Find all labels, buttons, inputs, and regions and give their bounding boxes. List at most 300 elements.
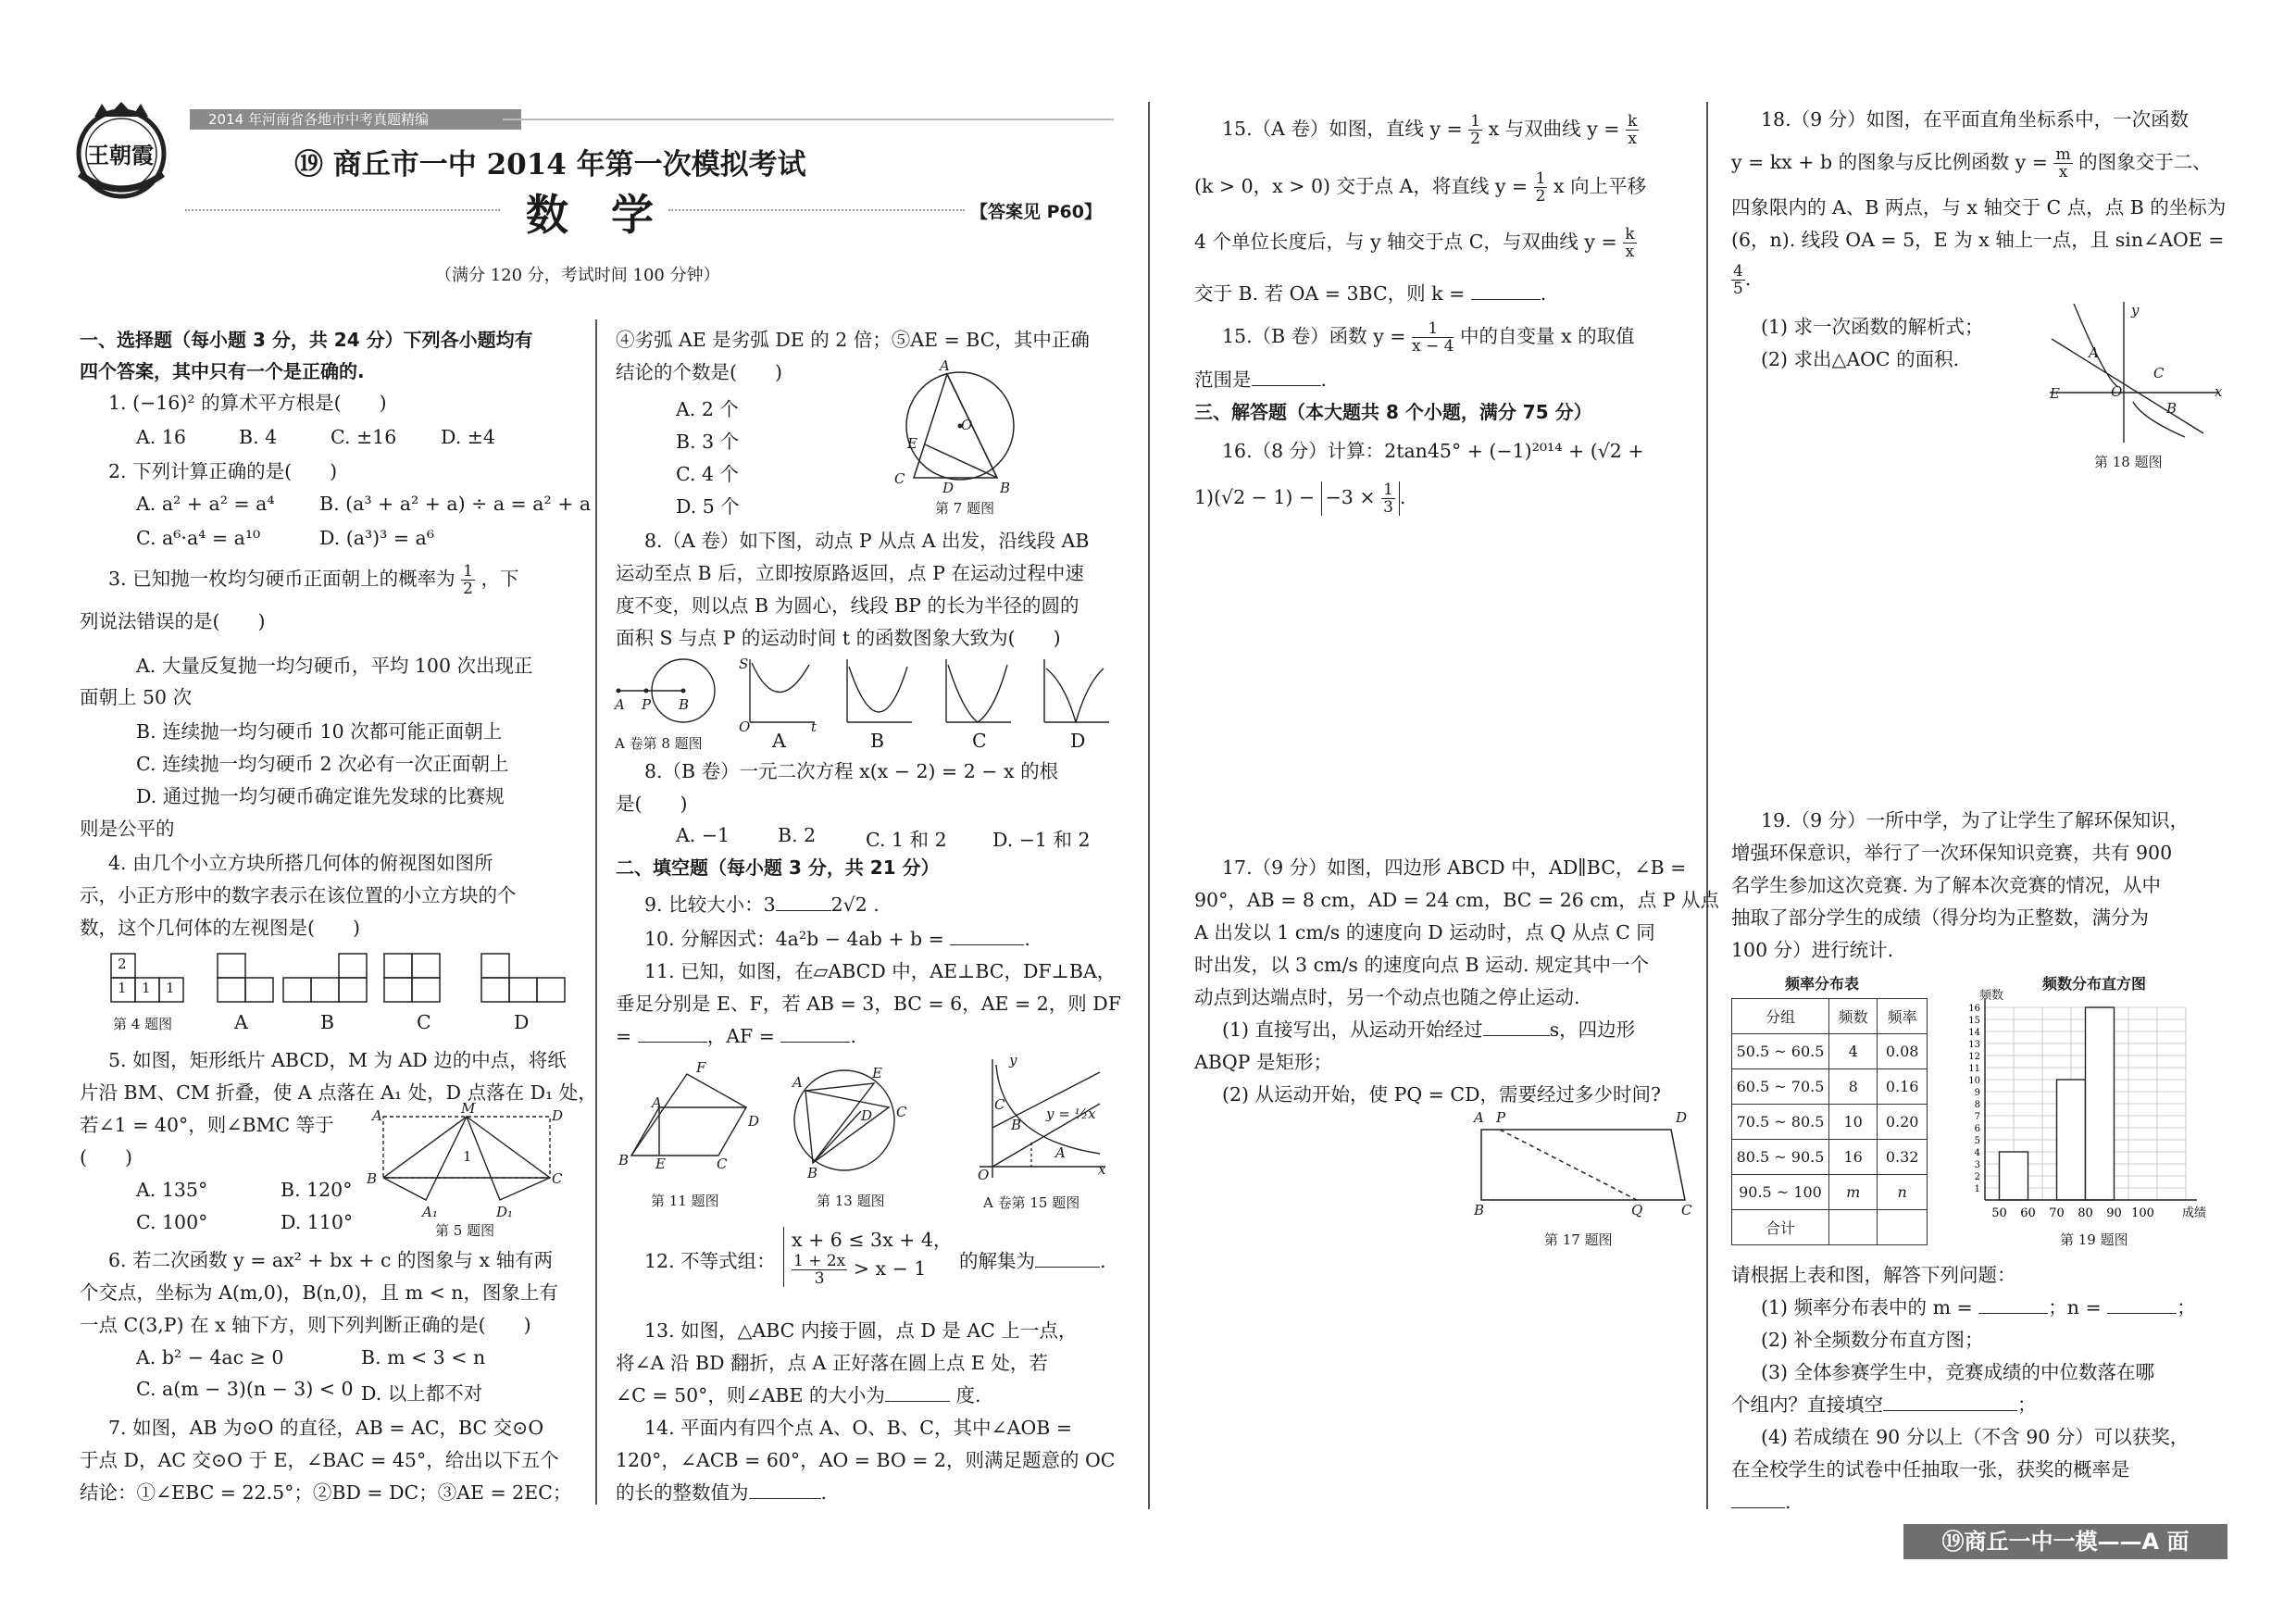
q5-line-2: 片沿 BM、CM 折叠，使 A 点落在 A₁ 处，D 点落在 D₁ 处，	[80, 1081, 597, 1104]
q5-option-b: B. 120°	[281, 1179, 353, 1201]
histogram-title: 频数分布直方图	[2042, 975, 2147, 993]
q17-part-1-cont: ABQP 是矩形；	[1194, 1051, 1332, 1073]
q11-figure	[618, 1067, 767, 1168]
q11-blank-df[interactable]	[638, 1042, 707, 1043]
q15-equation: y = ½x	[1046, 1106, 1096, 1122]
q8a-line-4: 面积 S 与点 P 的运动时间 t 的函数图象大致为( )	[616, 627, 1061, 649]
x-axis-label: 成绩	[2182, 1206, 2207, 1220]
q7-line-3: 结论：①∠EBC = 22.5°；②BD = DC；③AE = 2EC；	[80, 1481, 572, 1504]
q15b-text-b: 中的自变量 x 的取值	[1460, 325, 1635, 347]
q9-text: 9. 比较大小：3	[644, 893, 776, 916]
q19-part-1: (1) 频率分布表中的 m = ；n = ；	[1761, 1296, 2196, 1318]
q12-frac-num: 1 + 2x	[793, 1252, 846, 1270]
q15-label-x: x	[1098, 1161, 1106, 1178]
q19-part-4: (4) 若成绩在 90 分以上（不含 90 分）可以获奖，	[1761, 1426, 2190, 1448]
q5-caption: 第 5 题图	[435, 1222, 495, 1239]
histogram	[1940, 996, 2246, 1228]
x-tick-label: 50	[1991, 1206, 2007, 1220]
q12-row-2	[792, 1253, 952, 1287]
question-6: 6. 若二次函数 y = ax² + bx + c 的图象与 x 轴有两	[108, 1249, 554, 1271]
q15b-frac-num: 1	[1412, 320, 1454, 338]
q2-option-a: A. a² + a² = a⁴	[136, 493, 275, 515]
q19-blank-median[interactable]	[1883, 1410, 2017, 1411]
q18-line-2	[1731, 146, 2212, 181]
q19-blank-n[interactable]	[2107, 1313, 2177, 1314]
q10-blank[interactable]	[950, 944, 1024, 945]
q16-abs	[1321, 481, 1400, 516]
q17-label-d: D	[1676, 1109, 1688, 1126]
q2-option-c: C. a⁶·a⁴ = a¹⁰	[136, 527, 261, 549]
q1-option-a: A. 16	[136, 426, 186, 448]
q7-label-o: O	[961, 417, 973, 433]
q8-graph-c: C	[972, 730, 987, 752]
q15a-k2-num: k	[1625, 225, 1635, 244]
q14-blank[interactable]	[749, 1498, 821, 1499]
q11-text-d: ，AF =	[706, 1025, 775, 1047]
q8-label-b: B	[679, 696, 690, 713]
q15a-frac2-den: 2	[1535, 187, 1546, 206]
q17-part-1-text: (1) 直接写出，从运动开始经过	[1222, 1018, 1483, 1041]
q17-part-1-text-b: s，四边形	[1549, 1018, 1636, 1041]
q4-label-c: C	[417, 1011, 431, 1033]
q15a-fraction-half-2	[1534, 170, 1548, 205]
q15b-text-c: 范围是	[1194, 369, 1252, 391]
q18-fraction-mx	[2053, 146, 2072, 181]
question-14: 14. 平面内有四个点 A、O、B、C，其中∠AOB =	[644, 1417, 1073, 1439]
q1-option-b: B. 4	[239, 426, 278, 448]
header-rule	[503, 119, 1114, 120]
question-4: 4. 由几个小立方块所搭几何体的俯视图如图所	[108, 852, 493, 874]
q1-option-d: D. ±4	[441, 426, 495, 448]
q7-option-b: B. 3 个	[676, 431, 740, 453]
question-5: 5. 如图，矩形纸片 ABCD，M 为 AD 边的中点，将纸	[108, 1049, 567, 1071]
q18-label-o: O	[2111, 383, 2123, 400]
q18-part-1: (1) 求一次函数的解析式；	[1761, 316, 1984, 338]
q3-frac-num: 1	[463, 562, 473, 581]
q15a-line-4: 交于 B. 若 OA = 3BC，则 k = .	[1194, 282, 1547, 305]
q18-text-b: y = kx + b 的图象与反比例函数 y =	[1731, 151, 2048, 173]
histogram-bar	[2086, 1007, 2115, 1200]
q4-grid-cell-3: 1	[142, 980, 151, 996]
q3-option-a: A. 大量反复抛一均匀硬币，平均 100 次出现正	[136, 655, 533, 677]
q18-label-x: x	[2215, 383, 2223, 400]
q13-label-e: E	[872, 1065, 882, 1081]
q16-abs-text: −3 ×	[1325, 486, 1376, 508]
q16-fraction	[1381, 481, 1395, 516]
q17-caption: 第 17 题图	[1544, 1231, 1613, 1248]
y-tick-label: 5	[1974, 1136, 1980, 1146]
section-1-title-b: 四个答案，其中只有一个是正确的.	[80, 360, 365, 382]
q19-part-2: (2) 补全频数分布直方图；	[1761, 1329, 1984, 1351]
q7-label-d: D	[942, 480, 955, 496]
q3-option-d: D. 通过抛一均匀硬币确定谁先发球的比赛规	[136, 785, 505, 807]
question-3	[108, 563, 518, 597]
question-16: 16.（8 分）计算：2tan45° + (−1)²⁰¹⁴ + (√2 +	[1222, 440, 1644, 462]
q19-part-4-cont: 在全校学生的试卷中任抽取一张，获奖的概率是	[1731, 1458, 2130, 1481]
q7-line-2: 于点 D，AC 交⊙O 于 E，∠BAC = 45°，给出以下五个	[80, 1449, 559, 1471]
q13-line-2: 将∠A 沿 BD 翻折，点 A 正好落在圆上点 E 处，若	[616, 1352, 1048, 1374]
histogram-bar	[2057, 1080, 2086, 1200]
q8-axis-o: O	[739, 719, 751, 735]
q19-part-3-cont: 个组内？直接填空 ；	[1731, 1393, 2037, 1416]
q5-label-b: B	[367, 1170, 378, 1187]
q4-grid-cell-4: 1	[166, 980, 175, 996]
question-13: 13. 如图，△ABC 内接于圆，点 D 是 AC 上一点，	[644, 1319, 1078, 1342]
table-cell: 80.5 ~ 90.5	[1732, 1140, 1829, 1175]
q5-label-a1: A₁	[422, 1204, 438, 1220]
q16-frac-num: 1	[1383, 481, 1393, 499]
x-tick-label: 90	[2106, 1206, 2122, 1220]
question-19: 19.（9 分）一所中学，为了让学生了解环保知识，	[1761, 809, 2190, 831]
subject-right-rule	[668, 209, 965, 212]
q6-line-2: 个交点，坐标为 A(m,0)，B(n,0)，且 m < n，图象上有	[80, 1281, 559, 1304]
q13-label-b: B	[807, 1165, 818, 1181]
q15a-line-3	[1194, 226, 1637, 260]
q5-option-c: C. 100°	[136, 1211, 208, 1233]
table-cell: 0.32	[1878, 1140, 1928, 1175]
q15a-text-d: x 向上平移	[1554, 175, 1647, 197]
q19-part-1-text: (1) 频率分布表中的 m =	[1761, 1296, 1973, 1318]
q13-label-c: C	[896, 1104, 907, 1120]
table-row	[1732, 1140, 1928, 1175]
q19-blank-prob[interactable]	[1731, 1507, 1785, 1508]
q5-option-a: A. 135°	[136, 1179, 208, 1201]
table-cell: 90.5 ~ 100	[1732, 1175, 1829, 1210]
q19-line-5: 100 分）进行统计.	[1731, 939, 1894, 961]
q15a-text-f: 交于 B. 若 OA = 3BC，则 k =	[1194, 282, 1466, 305]
table-cell: 0.16	[1878, 1069, 1928, 1105]
q15a-text-e: 4 个单位长度后，与 y 轴交于点 C，与双曲线 y =	[1194, 231, 1617, 253]
question-18: 18.（9 分）如图，在平面直角坐标系中，一次函数	[1761, 108, 2190, 131]
x-tick-label: 70	[2049, 1206, 2065, 1220]
table-cell	[1828, 1210, 1877, 1245]
y-tick-label: 14	[1968, 1028, 1980, 1038]
q13-line-3	[616, 1380, 981, 1412]
q18-line-5	[1731, 263, 1751, 297]
histogram-bar	[2000, 1152, 2028, 1200]
question-8a: 8.（A 卷）如下图，动点 P 从点 A 出发，沿线段 AB	[644, 530, 1090, 552]
q8b-line-2: 是( )	[616, 793, 688, 815]
q4-label-d: D	[514, 1011, 530, 1033]
q4-caption: 第 4 题图	[113, 1016, 173, 1032]
q18-label-c: C	[2153, 365, 2165, 381]
q6-option-d: D. 以上都不对	[361, 1382, 483, 1405]
q2-option-b: B. (a³ + a² + a) ÷ a = a² + a	[319, 493, 592, 515]
q15a-fraction-half	[1468, 113, 1482, 147]
table-header-row	[1732, 999, 1928, 1034]
table-cell: n	[1878, 1175, 1928, 1210]
y-tick-label: 9	[1974, 1088, 1980, 1098]
q15-label-y: y	[1009, 1052, 1017, 1068]
q3-text-b: ，下	[480, 568, 519, 590]
q15b-line-2: 范围是 .	[1194, 369, 1328, 391]
q15a-k2-den: x	[1625, 243, 1635, 261]
q8b-option-a: A. −1	[676, 824, 730, 846]
table-cell: m	[1828, 1175, 1877, 1210]
q15a-k-num: k	[1628, 112, 1638, 131]
q17-figure	[1472, 1120, 1694, 1213]
q7-label-b: B	[1000, 480, 1011, 496]
q8b-option-d: D. −1 和 2	[992, 829, 1091, 851]
logo-text: 王朝霞	[87, 142, 154, 169]
q7-option-a: A. 2 个	[676, 398, 739, 420]
q4-label-a: A	[234, 1011, 248, 1033]
q5-label-d1: D₁	[496, 1204, 514, 1220]
x-tick-label: 80	[2078, 1206, 2093, 1220]
q19-part-1-text-b: ；n =	[2048, 1296, 2102, 1318]
q3-option-b: B. 连续抛一均匀硬币 10 次都可能正面朝上	[136, 720, 503, 743]
q17-label-b: B	[1474, 1202, 1485, 1218]
q11-label-b: B	[618, 1152, 630, 1168]
question-15a	[1222, 113, 1639, 147]
q17-blank[interactable]	[1483, 1035, 1550, 1036]
q13-label-d: D	[861, 1107, 873, 1124]
q6-option-c: C. a(m − 3)(n − 3) < 0	[136, 1378, 354, 1400]
exam-number: ⑲	[294, 148, 323, 181]
q18-part-2: (2) 求出△AOC 的面积.	[1761, 348, 1960, 370]
question-2: 2. 下列计算正确的是( )	[108, 460, 338, 482]
q3-frac-den: 2	[463, 580, 473, 598]
q8a-line-3: 度不变，则以点 B 为圆心，线段 BP 的长为半径的圆的	[616, 594, 1079, 617]
logo	[67, 100, 176, 200]
q7-label-e: E	[907, 435, 917, 452]
q11-label-c: C	[717, 1156, 728, 1172]
q12-system	[783, 1227, 952, 1287]
question-7: 7. 如图，AB 为⊙O 的直径，AB = AC，BC 交⊙O	[108, 1417, 544, 1439]
q17-line-5: 动点到达端点时，另一个动点也随之停止运动.	[1194, 986, 1580, 1008]
q18-fraction-45	[1731, 263, 1745, 297]
frequency-table	[1731, 998, 1928, 1245]
q5-line-4: ( )	[80, 1146, 132, 1168]
q15b-frac-den: x − 4	[1412, 337, 1454, 356]
q12-row-2-text: > x − 1	[853, 1257, 927, 1280]
q18-label-e: E	[2050, 385, 2060, 402]
q12-blank[interactable]	[1035, 1267, 1100, 1268]
q11-line-3: = ，AF = .	[616, 1025, 857, 1047]
q11-label-a: A	[652, 1094, 662, 1111]
q3-text-a: 3. 已知抛一枚均匀硬币正面朝上的概率为	[108, 568, 455, 590]
q8-graph-a: A	[772, 730, 786, 752]
q11-blank-af[interactable]	[780, 1042, 850, 1043]
y-tick-label: 10	[1968, 1076, 1980, 1086]
q15-caption: A 卷第 15 题图	[983, 1194, 1080, 1211]
q19-blank-m[interactable]	[1978, 1313, 2048, 1314]
column-divider-3	[1706, 102, 1708, 1509]
table-row	[1732, 1175, 1928, 1210]
q18-label-a: A	[2089, 344, 2099, 361]
q3-option-c: C. 连续抛一均匀硬币 2 次必有一次正面朝上	[136, 753, 509, 775]
table-cell: 0.08	[1878, 1034, 1928, 1069]
q15-label-c: C	[994, 1096, 1005, 1113]
q15-label-o: O	[978, 1167, 990, 1183]
table-cell: 70.5 ~ 80.5	[1732, 1105, 1829, 1140]
y-tick-label: 1	[1974, 1184, 1980, 1194]
q19-line-2: 增强环保意识，举行了一次环保知识竞赛，共有 900	[1731, 842, 2173, 864]
q15a-blank[interactable]	[1471, 299, 1541, 300]
histogram-caption: 第 19 题图	[2060, 1231, 2128, 1248]
q13-caption: 第 13 题图	[817, 1193, 885, 1209]
q19-part-3: (3) 全体参赛学生中，竞赛成绩的中位数落在哪	[1761, 1361, 2155, 1383]
table-title: 频率分布表	[1785, 975, 1860, 993]
q14-line-2: 120°，∠ACB = 60°，AO = BO = 2，则满足题意的 OC	[616, 1449, 1116, 1471]
q5-label-a: A	[372, 1107, 382, 1124]
q15a-k-den: x	[1628, 130, 1637, 148]
q17-label-a: A	[1474, 1109, 1484, 1126]
q8b-option-c: C. 1 和 2	[866, 829, 947, 851]
footer-badge	[1903, 1524, 2227, 1559]
q19-line-3: 名学生参加这次竞赛. 为了解本次竞赛的情况，从中	[1731, 874, 2162, 896]
q7-label-a: A	[940, 357, 950, 374]
table-cell: 10	[1828, 1105, 1877, 1140]
q13-blank[interactable]	[885, 1401, 950, 1402]
subject-title: 数 学	[526, 190, 654, 240]
column-divider-2	[1148, 102, 1150, 1509]
section-2-title: 二、填空题（每小题 3 分，共 21 分）	[616, 856, 940, 879]
q18-frac-num: m	[2055, 145, 2071, 164]
q5-label-angle-1: 1	[463, 1148, 472, 1165]
q8-axis-s: S	[739, 656, 749, 672]
table-cell: 4	[1828, 1034, 1877, 1069]
q15a-fraction-k	[1626, 113, 1639, 147]
q15a-frac2-num: 1	[1535, 169, 1546, 188]
q4-grid-cell-1: 2	[118, 956, 127, 972]
q1-option-c: C. ±16	[331, 426, 397, 448]
q13-text-c: ∠C = 50°，则∠ABE 的大小为	[616, 1384, 885, 1406]
q17-label-p: P	[1496, 1109, 1506, 1126]
q15a-text-b: x 与双曲线 y =	[1488, 118, 1620, 140]
q8-axis-t: t	[811, 719, 817, 735]
q15a-frac-num: 1	[1470, 112, 1481, 131]
q17-line-3: A 出发以 1 cm/s 的速度向 D 运动时，点 Q 从点 C 同	[1194, 921, 1655, 943]
q18-label-b: B	[2166, 400, 2177, 417]
y-tick-label: 4	[1974, 1148, 1980, 1158]
section-3-title: 三、解答题（本大题共 8 个小题，满分 75 分）	[1194, 401, 1592, 423]
q6-option-b: B. m < 3 < n	[361, 1346, 486, 1368]
q12-tail: 的解集为 .	[959, 1250, 1106, 1272]
q9-blank[interactable]	[776, 910, 831, 911]
table-cell: 50.5 ~ 60.5	[1732, 1034, 1829, 1069]
histogram-ylabel: 频数	[1979, 989, 2004, 1003]
header-banner	[190, 109, 521, 130]
q8-figure	[611, 656, 1129, 730]
y-tick-label: 8	[1974, 1100, 1980, 1110]
y-tick-label: 3	[1974, 1160, 1980, 1170]
q3-option-a-cont: 面朝上 50 次	[80, 686, 193, 708]
q3-line-2: 列说法错误的是( )	[80, 610, 266, 632]
table-row	[1732, 1105, 1928, 1140]
q19-part-4-blank-line: .	[1731, 1486, 1791, 1518]
q8b-option-b: B. 2	[778, 824, 817, 846]
q19-part-3-text: 个组内？直接填空	[1731, 1393, 1883, 1416]
q8-label-a: A	[615, 696, 625, 713]
table-cell: 60.5 ~ 70.5	[1732, 1069, 1829, 1105]
q15b-blank[interactable]	[1252, 385, 1321, 386]
q8a-line-2: 运动至点 B 后，立即按原路返回，点 P 在运动过程中速	[616, 562, 1084, 584]
q18-text-b2: 的图象交于二、	[2078, 151, 2212, 173]
q15b-fraction	[1412, 320, 1454, 355]
q13-label-a: A	[792, 1074, 803, 1091]
table-cell: 8	[1828, 1069, 1877, 1105]
table-row	[1732, 1034, 1928, 1069]
q14-text-c: 的长的整数值为	[616, 1481, 749, 1504]
q16-frac-den: 3	[1383, 498, 1393, 517]
q19-line-4: 抽取了部分学生的成绩（得分均为正整数，满分为	[1731, 906, 2149, 929]
q17-label-c: C	[1681, 1202, 1692, 1218]
q18-frac45-num: 4	[1733, 262, 1743, 281]
y-tick-label: 13	[1968, 1040, 1980, 1050]
question-10: 10. 分解因式：4a²b − 4ab + b = .	[644, 928, 1030, 950]
q3-fraction	[461, 563, 475, 597]
y-tick-label: 16	[1968, 1004, 1980, 1014]
q7-label-c: C	[894, 470, 905, 487]
q18-caption: 第 18 题图	[2094, 454, 2163, 470]
q17-line-2: 90°，AB = 8 cm，AD = 24 cm，BC = 26 cm，点 P 从点	[1194, 889, 1720, 911]
table-row	[1732, 1069, 1928, 1105]
q18-line-3: 四象限内的 A、B 两点，与 x 轴交于 C 点，点 B 的坐标为	[1731, 196, 2227, 219]
exam-title-row	[294, 141, 806, 182]
q5-line-3: 若∠1 = 40°，则∠BMC 等于	[80, 1114, 334, 1136]
table-row	[1732, 1210, 1928, 1245]
q4-line-2: 示，小正方形中的数字表示在该位置的小立方块的个	[80, 884, 517, 906]
q10-text: 10. 分解因式：4a²b − 4ab + b =	[644, 928, 944, 950]
question-11: 11. 已知，如图，在▱ABCD 中，AE⊥BC，DF⊥BA，	[644, 960, 1117, 982]
q15a-frac-den: 2	[1470, 130, 1481, 148]
q15a-fraction-k-2	[1623, 226, 1636, 260]
q7-line-5: 结论的个数是( )	[616, 361, 782, 383]
question-17: 17.（9 分）如图，四边形 ABCD 中，AD∥BC，∠B =	[1222, 856, 1687, 879]
table-cell: 0.20	[1878, 1105, 1928, 1140]
q11-line-2: 垂足分别是 E、F，若 AB = 3，BC = 6，AE = 2，则 DF	[616, 993, 1121, 1015]
q17-line-4: 时出发，以 3 cm/s 的速度向点 B 运动. 规定其中一个	[1194, 954, 1650, 976]
q18-label-y: y	[2131, 302, 2140, 319]
q8-graph-d: D	[1070, 730, 1086, 752]
q18-figure	[2046, 298, 2222, 446]
q18-text-e: .	[1744, 268, 1752, 290]
q4-figure	[102, 950, 583, 1007]
q11-label-e: E	[655, 1156, 666, 1172]
q17-part-1	[1222, 1014, 1635, 1046]
q4-label-b: B	[320, 1011, 335, 1033]
q6-line-3: 一点 C(3,P) 在 x 轴下方，则下列判断正确的是( )	[80, 1314, 531, 1336]
q12-fraction	[792, 1253, 847, 1287]
column-divider-1	[595, 319, 597, 1505]
q18-line-4: (6，n). 线段 OA = 5，E 为 x 轴上一点，且 sin∠AOE =	[1731, 229, 2225, 251]
q9-text-b: 2√2 .	[830, 893, 880, 916]
y-tick-label: 15	[1968, 1016, 1980, 1026]
q13-text-d: 度.	[955, 1384, 981, 1406]
q18-frac45-den: 5	[1733, 280, 1743, 298]
q11-caption: 第 11 题图	[651, 1193, 719, 1209]
table-cell: 合计	[1732, 1210, 1829, 1245]
table-header-freq: 频率	[1878, 999, 1928, 1034]
q5-option-d: D. 110°	[281, 1211, 354, 1233]
footer-label: ⑲商丘一中一模——A 面	[1941, 1529, 2190, 1555]
q7-option-c: C. 4 个	[676, 463, 740, 485]
q15-label-b: B	[1011, 1117, 1022, 1133]
q16-line-2: 1)(√2 − 1) − −3 × $\frac{1}{3}$ .	[1194, 481, 1406, 517]
y-tick-label: 2	[1974, 1172, 1980, 1182]
q17-label-q: Q	[1631, 1202, 1643, 1218]
banner-text: 2014 年河南省各地市中考真题精编	[208, 111, 429, 128]
x-tick-label: 60	[2020, 1206, 2036, 1220]
q19-prompt: 请根据上表和图，解答下列问题：	[1731, 1264, 2016, 1286]
q7-option-d: D. 5 个	[676, 495, 740, 518]
y-tick-label: 7	[1974, 1112, 1980, 1122]
table-cell: 16	[1828, 1140, 1877, 1175]
answer-ref: 【答案见 P60】	[970, 202, 1102, 222]
table-header-count: 频数	[1828, 999, 1877, 1034]
q14-line-3: 的长的整数值为 .	[616, 1481, 828, 1504]
